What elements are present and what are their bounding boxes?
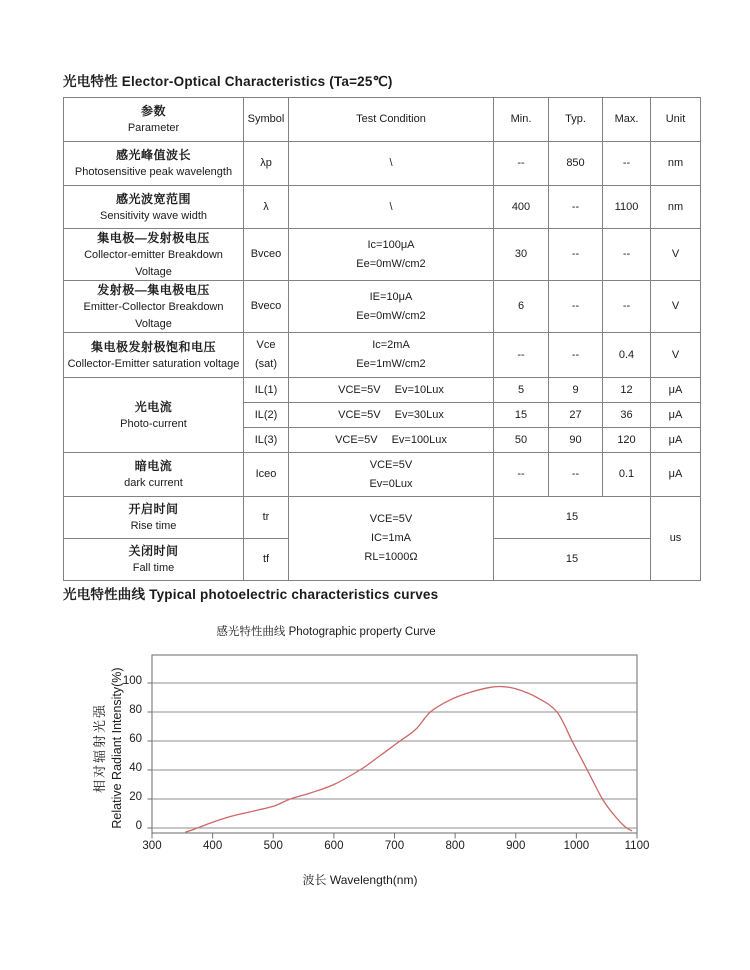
cell-min: 50 <box>494 428 549 453</box>
cell-min: -- <box>494 453 549 497</box>
col-header-parameter <box>64 98 244 142</box>
cell-parameter-photocurrent <box>64 378 244 453</box>
x-tick-label: 900 <box>506 840 526 852</box>
x-tick-label: 800 <box>445 840 465 852</box>
cell-test-condition <box>289 378 494 403</box>
param-en: Collector-Emitter saturation voltage <box>67 357 240 370</box>
cell-symbol: Iceo <box>244 453 289 497</box>
param-zh: 集电极发射极饱和电压 <box>90 339 216 354</box>
x-tick-label: 400 <box>203 840 223 852</box>
cell-parameter <box>64 539 244 581</box>
param-en: Fall time <box>132 562 175 575</box>
col-header-test-condition: Test Condition <box>289 98 494 142</box>
cond-part-a: VCE=5V <box>338 383 381 396</box>
cell-unit: V <box>651 333 701 378</box>
cond-part-b: Ev=30Lux <box>394 408 444 421</box>
cond-line2: Ee=0mW/cm2 <box>356 309 426 322</box>
table-header-row <box>64 98 701 142</box>
cell-test-condition <box>289 229 494 281</box>
cell-unit: μA <box>651 428 701 453</box>
col-header-parameter-zh: 参数 <box>140 104 166 119</box>
plot-frame <box>152 655 637 833</box>
param-zh: 发射极—集电极电压 <box>97 283 210 297</box>
cell-unit: nm <box>651 186 701 229</box>
cell-min: 5 <box>494 378 549 403</box>
param-en: dark current <box>124 477 183 490</box>
table-row-il1 <box>64 378 701 403</box>
cell-unit: μA <box>651 378 701 403</box>
cell-min: -- <box>494 142 549 186</box>
cell-min: 6 <box>494 281 549 333</box>
cond-line1: Ic=2mA <box>372 339 410 352</box>
cell-typ: 27 <box>549 403 603 428</box>
table-row-bvceo <box>64 229 701 281</box>
param-en: Sensitivity wave width <box>100 209 207 222</box>
table-row-dark-current <box>64 453 701 497</box>
x-tick-label: 600 <box>324 840 344 852</box>
cell-typ: -- <box>549 333 603 378</box>
cell-typ: -- <box>549 186 603 229</box>
y-tick-label: 0 <box>135 820 142 832</box>
cell-parameter <box>64 453 244 497</box>
cell-max: -- <box>603 281 651 333</box>
param-en: Photo-current <box>120 417 187 430</box>
cell-symbol: tf <box>244 539 289 581</box>
cond-line1: Ic=100μA <box>367 238 415 251</box>
symbol-line1: Vce <box>256 339 276 352</box>
col-header-symbol: Symbol <box>244 98 289 142</box>
param-zh: 开启时间 <box>128 502 179 517</box>
y-axis-label-zh: 相对辐射光强 <box>92 703 107 794</box>
cell-max: 1100 <box>603 186 651 229</box>
y-tick-label: 60 <box>129 733 142 745</box>
cell-test-condition: \ <box>289 142 494 186</box>
cond-line2: IC=1mA <box>370 532 412 545</box>
cond-line3: RL=1000Ω <box>364 550 418 563</box>
cell-parameter <box>64 281 244 333</box>
param-en: Emitter-Collector Breakdown Voltage <box>83 301 224 330</box>
cell-symbol: Bvceo <box>244 229 289 281</box>
param-zh: 感光波宽范围 <box>115 191 191 206</box>
cell-symbol <box>244 333 289 378</box>
table-row-peak-wavelength <box>64 142 701 186</box>
cond-line2: Ee=1mW/cm2 <box>356 358 426 370</box>
cell-symbol: tr <box>244 497 289 539</box>
param-zh: 集电极—发射极电压 <box>97 231 210 245</box>
cell-min: 30 <box>494 229 549 281</box>
cell-parameter <box>64 142 244 186</box>
param-en: Photosensitive peak wavelength <box>74 166 233 179</box>
chart-plot-area <box>80 645 680 865</box>
cell-test-condition <box>289 428 494 453</box>
y-tick-label: 20 <box>129 791 142 803</box>
y-tick-label: 80 <box>129 704 142 716</box>
cell-parameter <box>64 497 244 539</box>
cell-symbol: IL(2) <box>244 403 289 428</box>
col-header-typ: Typ. <box>549 98 603 142</box>
cell-unit: μA <box>651 403 701 428</box>
param-zh: 关闭时间 <box>128 544 179 559</box>
cell-test-condition-switching <box>289 497 494 581</box>
cell-test-condition: \ <box>289 186 494 229</box>
cond-part-b: Ev=10Lux <box>394 383 444 396</box>
spectral-response-curve <box>185 686 632 832</box>
x-tick-label: 300 <box>142 840 162 852</box>
cell-symbol: IL(3) <box>244 428 289 453</box>
section-title-electro-optical: 光电特性 Elector-Optical Characteristics (Ta=25℃) <box>63 74 393 89</box>
cell-max: 36 <box>603 403 651 428</box>
cell-parameter <box>64 229 244 281</box>
cell-min: 15 <box>494 403 549 428</box>
cond-part-a: VCE=5V <box>338 408 381 421</box>
cell-test-condition <box>289 281 494 333</box>
chart-title: 感光特性曲线 Photographic property Curve <box>216 626 436 638</box>
section-title-curves: 光电特性曲线 Typical photoelectric characteristics curves <box>63 587 439 602</box>
param-en: Rise time <box>130 520 177 533</box>
cell-min: -- <box>494 333 549 378</box>
table-row-wave-width <box>64 186 701 229</box>
cell-min: 400 <box>494 186 549 229</box>
cell-unit: nm <box>651 142 701 186</box>
cell-fall-time-value: 15 <box>494 539 651 581</box>
cond-line1: VCE=5V <box>369 513 413 526</box>
x-tick-label: 1000 <box>563 840 590 852</box>
cell-max: -- <box>603 229 651 281</box>
col-header-min: Min. <box>494 98 549 142</box>
col-header-parameter-en: Parameter <box>127 122 180 135</box>
cell-symbol: λp <box>244 142 289 186</box>
param-zh: 感光峰值波长 <box>115 148 191 163</box>
table-row-bveco <box>64 281 701 333</box>
cond-line2: Ev=0Lux <box>369 477 413 490</box>
x-axis-label: 波长 Wavelength(nm) <box>302 873 418 887</box>
cond-line1: IE=10μA <box>369 290 413 303</box>
cell-test-condition <box>289 333 494 378</box>
cell-typ: -- <box>549 229 603 281</box>
cell-test-condition <box>289 453 494 497</box>
cell-parameter <box>64 186 244 229</box>
y-axis-label-en: Relative Radiant Intensity(%) <box>109 667 124 829</box>
cell-max: -- <box>603 142 651 186</box>
cell-unit: V <box>651 281 701 333</box>
x-tick-label: 500 <box>263 840 283 852</box>
cell-symbol: λ <box>244 186 289 229</box>
cond-line1: VCE=5V <box>369 458 413 471</box>
x-tick-label: 700 <box>384 840 405 852</box>
cell-symbol: IL(1) <box>244 378 289 403</box>
cell-max: 0.4 <box>603 333 651 378</box>
cell-unit: μA <box>651 453 701 497</box>
cond-line2: Ee=0mW/cm2 <box>356 257 426 270</box>
cell-unit-switching: us <box>651 497 701 581</box>
cell-typ: -- <box>549 453 603 497</box>
x-tick-label: 1100 <box>624 840 650 852</box>
param-zh: 暗电流 <box>134 459 173 474</box>
cell-max: 12 <box>603 378 651 403</box>
cond-part-b: Ev=100Lux <box>391 433 447 446</box>
cell-rise-time-value: 15 <box>494 497 651 539</box>
param-zh: 光电流 <box>134 399 173 414</box>
cell-max: 0.1 <box>603 453 651 497</box>
cell-test-condition <box>289 403 494 428</box>
cell-typ: 9 <box>549 378 603 403</box>
cell-unit: V <box>651 229 701 281</box>
cell-symbol: Bveco <box>244 281 289 333</box>
param-en: Collector-emitter Breakdown Voltage <box>84 249 223 278</box>
col-header-max: Max. <box>603 98 651 142</box>
electro-optical-characteristics-table <box>63 97 701 581</box>
table-row-vce-sat <box>64 333 701 378</box>
table-row-rise-time <box>64 497 701 539</box>
cond-part-a: VCE=5V <box>335 433 378 446</box>
cell-typ: -- <box>549 281 603 333</box>
col-header-unit: Unit <box>651 98 701 142</box>
y-tick-label: 100 <box>122 675 142 687</box>
symbol-line2: (sat) <box>255 358 277 370</box>
cell-typ: 850 <box>549 142 603 186</box>
cell-parameter <box>64 333 244 378</box>
cell-max: 120 <box>603 428 651 453</box>
y-tick-label: 40 <box>129 762 142 774</box>
cell-typ: 90 <box>549 428 603 453</box>
